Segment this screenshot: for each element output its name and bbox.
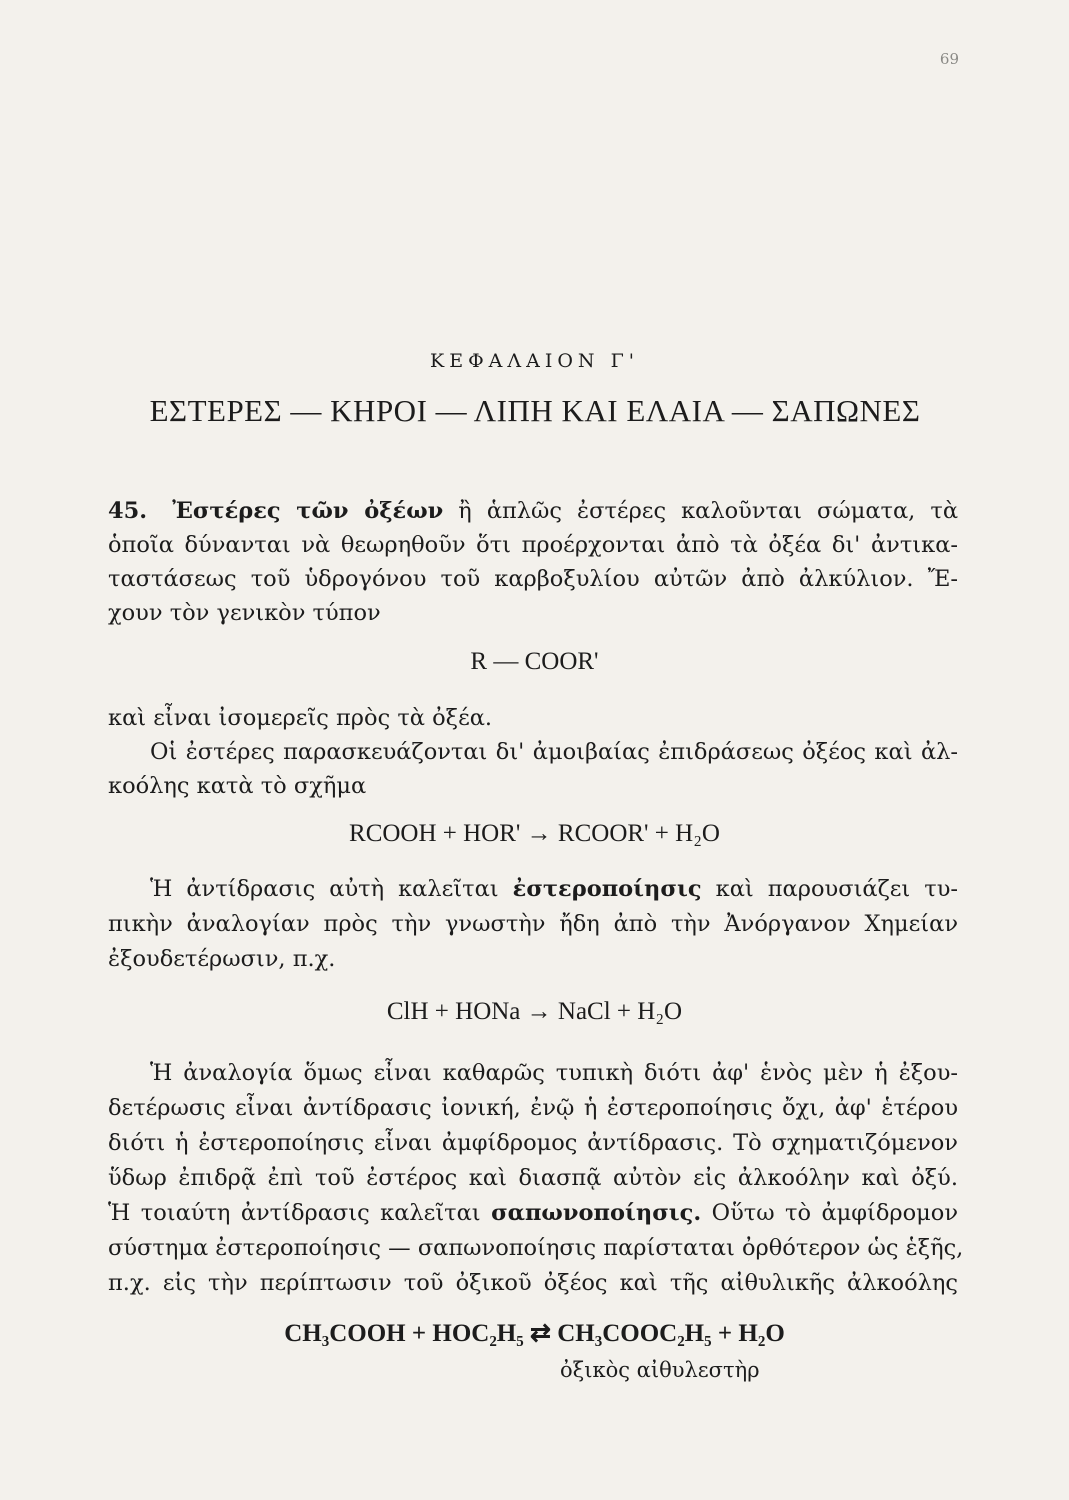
text-span: Οὕτω τὸ ἀμφίδρομον — [711, 1200, 959, 1226]
section-heading: Ἐστέρες τῶν ὀξέων — [172, 498, 444, 524]
chapter-title: ΕΣΤΕΡΕΣ — ΚΗΡΟΙ — ΛΙΠΗ ΚΑΙ ΕΛΑΙΑ — ΣΑΠΩΝΕΣ — [149, 393, 921, 428]
paragraph-line-5: καὶ εἶναι ἰσομερεῖς πρὸς τὰ ὀξέα. — [108, 705, 493, 731]
term-saponification: σαπωνοποίησις. — [491, 1200, 702, 1226]
page-number: 69 — [939, 50, 959, 68]
text-span: Ἡ ἀντίδρασις αὐτὴ καλεῖται — [150, 876, 499, 902]
formula-ethyl-acetate: CH₃COOH + HOC₂H₅ ⇄ CH₃COOC₂H₅ + H₂O — [284, 1320, 785, 1347]
paragraph-line-4: χουν τὸν γενικὸν τύπον — [108, 600, 381, 626]
paragraph-line-3: ταστάσεως τοῦ ὑδρογόνου τοῦ καρβοξυλίου αὐτῶν ἀπὸ ἀλκύλιον. Ἔ- — [108, 566, 958, 592]
paragraph-line-11: Ἡ ἀναλογία ὅμως εἶναι καθαρῶς τυπικὴ διότι ἀφ' ἑνὸς μὲν ἡ ἐξου- — [150, 1060, 958, 1086]
text-span: ἢ ἁπλῶς ἐστέρες καλοῦνται σώματα, τὰ — [458, 498, 959, 524]
paragraph-line-8 — [150, 874, 958, 904]
paragraph-line-14: ὕδωρ ἐπιδρᾷ ἐπὶ τοῦ ἐστέρος καὶ διασπᾷ αὐτὸν εἰς ἀλκοόλην καὶ ὀξύ. — [108, 1165, 958, 1191]
section-number: 45. — [108, 498, 148, 524]
paragraph-line-1 — [108, 496, 958, 526]
formula-general: R — COOR' — [470, 648, 599, 675]
paragraph-line-16: σύστημα ἐστεροποίησις — σαπωνοποίησις παρίσταται ὀρθότερον ὡς ἑξῆς, — [108, 1235, 964, 1261]
text-span: Ἡ τοιαύτη ἀντίδρασις καλεῖται — [108, 1200, 481, 1226]
paragraph-line-2: ὁποῖα δύνανται νὰ θεωρηθοῦν ὅτι προέρχονται ἀπὸ τὰ ὀξέα δι' ἀντικα- — [108, 532, 958, 558]
paragraph-line-12: δετέρωσις εἶναι ἀντίδρασις ἰονική, ἐνῷ ἡ ἐστεροποίησις ὄχι, ἀφ' ἑτέρου — [108, 1095, 958, 1121]
formula-esterification: RCOOH + HOR' → RCOOR' + H₂O — [349, 820, 720, 847]
paragraph-line-15 — [108, 1198, 958, 1228]
paragraph-line-9: πικὴν ἀναλογίαν πρὸς τὴν γνωστὴν ἤδη ἀπὸ τὴν Ἀνόργανον Χημείαν — [108, 911, 958, 937]
paragraph-line-7: κοόλης κατὰ τὸ σχῆμα — [108, 773, 367, 799]
paragraph-line-10: ἐξουδετέρωσιν, π.χ. — [108, 946, 336, 972]
chapter-label: ΚΕΦΑΛΑΙΟΝ Γ' — [430, 350, 639, 372]
term-esterification: ἐστεροποίησις — [512, 876, 702, 902]
formula-gloss: ὀξικὸς αἰθυλεστὴρ — [560, 1358, 760, 1382]
paragraph-line-13: διότι ἡ ἐστεροποίησις εἶναι ἀμφίδρομος ἀντίδρασις. Τὸ σχηματιζόμενον — [108, 1130, 958, 1156]
paragraph-line-6: Οἱ ἐστέρες παρασκευάζονται δι' ἀμοιβαίας ἐπιδράσεως ὀξέος καὶ ἀλ- — [150, 739, 958, 765]
text-span: καὶ παρουσιάζει τυ- — [715, 876, 959, 902]
formula-neutralization: ClH + HONa → NaCl + H₂O — [386, 998, 683, 1025]
paragraph-line-17: π.χ. εἰς τὴν περίπτωσιν τοῦ ὀξικοῦ ὀξέος καὶ τῆς αἰθυλικῆς ἀλκοόλης — [108, 1270, 958, 1296]
